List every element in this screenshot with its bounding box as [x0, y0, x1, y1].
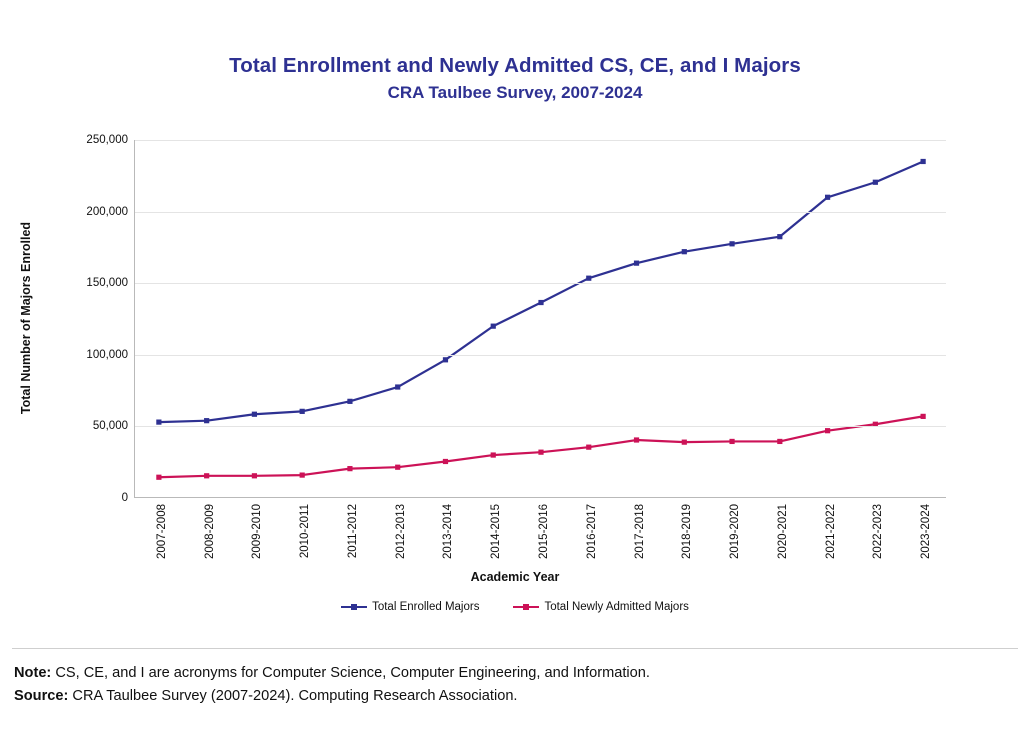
chart-legend: [0, 601, 1030, 613]
x-axis-tick-label: 2009-2010: [251, 504, 264, 559]
series-marker: [347, 466, 352, 471]
plot-wrap: [134, 140, 946, 498]
footer-notes: [14, 662, 1014, 708]
legend-swatch-icon: [513, 602, 539, 612]
x-axis-title: Academic Year: [470, 570, 560, 584]
x-axis-tick-label: 2017-2018: [633, 504, 646, 559]
series-marker: [443, 357, 448, 362]
x-axis-tick-label: 2023-2024: [920, 504, 933, 559]
x-axis-tick-label: 2010-2011: [299, 504, 312, 559]
legend-item[interactable]: [513, 601, 688, 613]
series-marker: [156, 420, 161, 425]
plot-area: [134, 140, 946, 498]
series-marker: [538, 300, 543, 305]
x-axis-tick-label: 2021-2022: [824, 504, 837, 559]
gridline: [135, 426, 946, 427]
series-marker: [682, 440, 687, 445]
series-marker: [491, 324, 496, 329]
note-line: [14, 662, 1014, 685]
series-marker: [204, 473, 209, 478]
x-axis-tick-label: 2020-2021: [776, 504, 789, 559]
legend-swatch-icon: [341, 602, 367, 612]
y-axis-tick-labels: [62, 134, 128, 504]
series-marker: [156, 475, 161, 480]
series-marker: [777, 234, 782, 239]
series-marker: [252, 412, 257, 417]
legend-item[interactable]: [341, 601, 479, 613]
series-marker: [204, 418, 209, 423]
series-marker: [491, 452, 496, 457]
y-axis-tick-label: 100,000: [86, 348, 128, 361]
x-axis-tick-labels: [134, 504, 946, 568]
series-marker: [729, 241, 734, 246]
y-axis-tick-label: 150,000: [86, 277, 128, 290]
x-axis-tick-label: 2016-2017: [585, 504, 598, 559]
series-marker: [634, 437, 639, 442]
series-marker: [443, 459, 448, 464]
x-axis-tick-label: 2022-2023: [872, 504, 885, 559]
series-marker: [921, 159, 926, 164]
x-axis-tick-label: 2019-2020: [729, 504, 742, 559]
series-marker: [682, 249, 687, 254]
legend-label: Total Newly Admitted Majors: [544, 601, 689, 613]
line-chart-svg: [135, 140, 947, 498]
series-marker: [252, 473, 257, 478]
note-label: Note:: [14, 665, 52, 681]
source-line: [14, 685, 1014, 708]
gridline: [135, 283, 946, 284]
gridline: [135, 140, 946, 141]
x-axis-tick-label: 2014-2015: [490, 504, 503, 559]
x-axis-tick-label: 2015-2016: [538, 504, 550, 559]
series-marker: [921, 414, 926, 419]
series-marker: [347, 399, 352, 404]
note-text: CS, CE, and I are acronyms for Computer Science, Computer Engineering, and Information.: [51, 665, 650, 681]
x-axis-tick-label: 2007-2008: [155, 504, 168, 559]
legend-label: Total Enrolled Majors: [372, 601, 480, 613]
series-marker: [395, 465, 400, 470]
chart-subtitle: CRA Taulbee Survey, 2007-2024: [387, 83, 643, 102]
series-marker: [538, 450, 543, 455]
x-axis-tick-label: 2012-2013: [394, 504, 407, 559]
series-marker: [586, 445, 591, 450]
series-marker: [729, 439, 734, 444]
series-marker: [873, 180, 878, 185]
y-axis-tick-label: 200,000: [86, 205, 128, 218]
x-axis-tick-label: 2011-2012: [346, 504, 359, 559]
source-label: Source:: [14, 688, 69, 704]
source-text: CRA Taulbee Survey (2007-2024). Computing Research Association.: [68, 688, 518, 704]
series-marker: [300, 409, 305, 414]
y-axis-tick-label: 50,000: [92, 420, 128, 433]
y-axis-tick-label: 250,000: [86, 134, 128, 146]
series-marker: [634, 261, 639, 266]
series-line: [159, 161, 923, 422]
series-marker: [300, 472, 305, 477]
gridline: [135, 212, 946, 213]
x-axis-tick-label: 2018-2019: [681, 504, 694, 559]
series-marker: [777, 439, 782, 444]
x-axis-tick-label: 2008-2009: [203, 504, 216, 559]
series-marker: [825, 428, 830, 433]
chart-titles: [0, 52, 1030, 106]
series-marker: [586, 276, 591, 281]
gridline: [135, 355, 946, 356]
y-axis-tick-label: 0: [121, 492, 128, 504]
footer-divider: [12, 648, 1018, 649]
x-axis-tick-label: 2013-2014: [442, 504, 455, 559]
series-marker: [395, 384, 400, 389]
page-title: Total Enrollment and Newly Admitted CS, CE, and I Majors: [229, 54, 801, 77]
y-axis-title: Total Number of Majors Enrolled: [19, 221, 33, 415]
series-marker: [825, 195, 830, 200]
